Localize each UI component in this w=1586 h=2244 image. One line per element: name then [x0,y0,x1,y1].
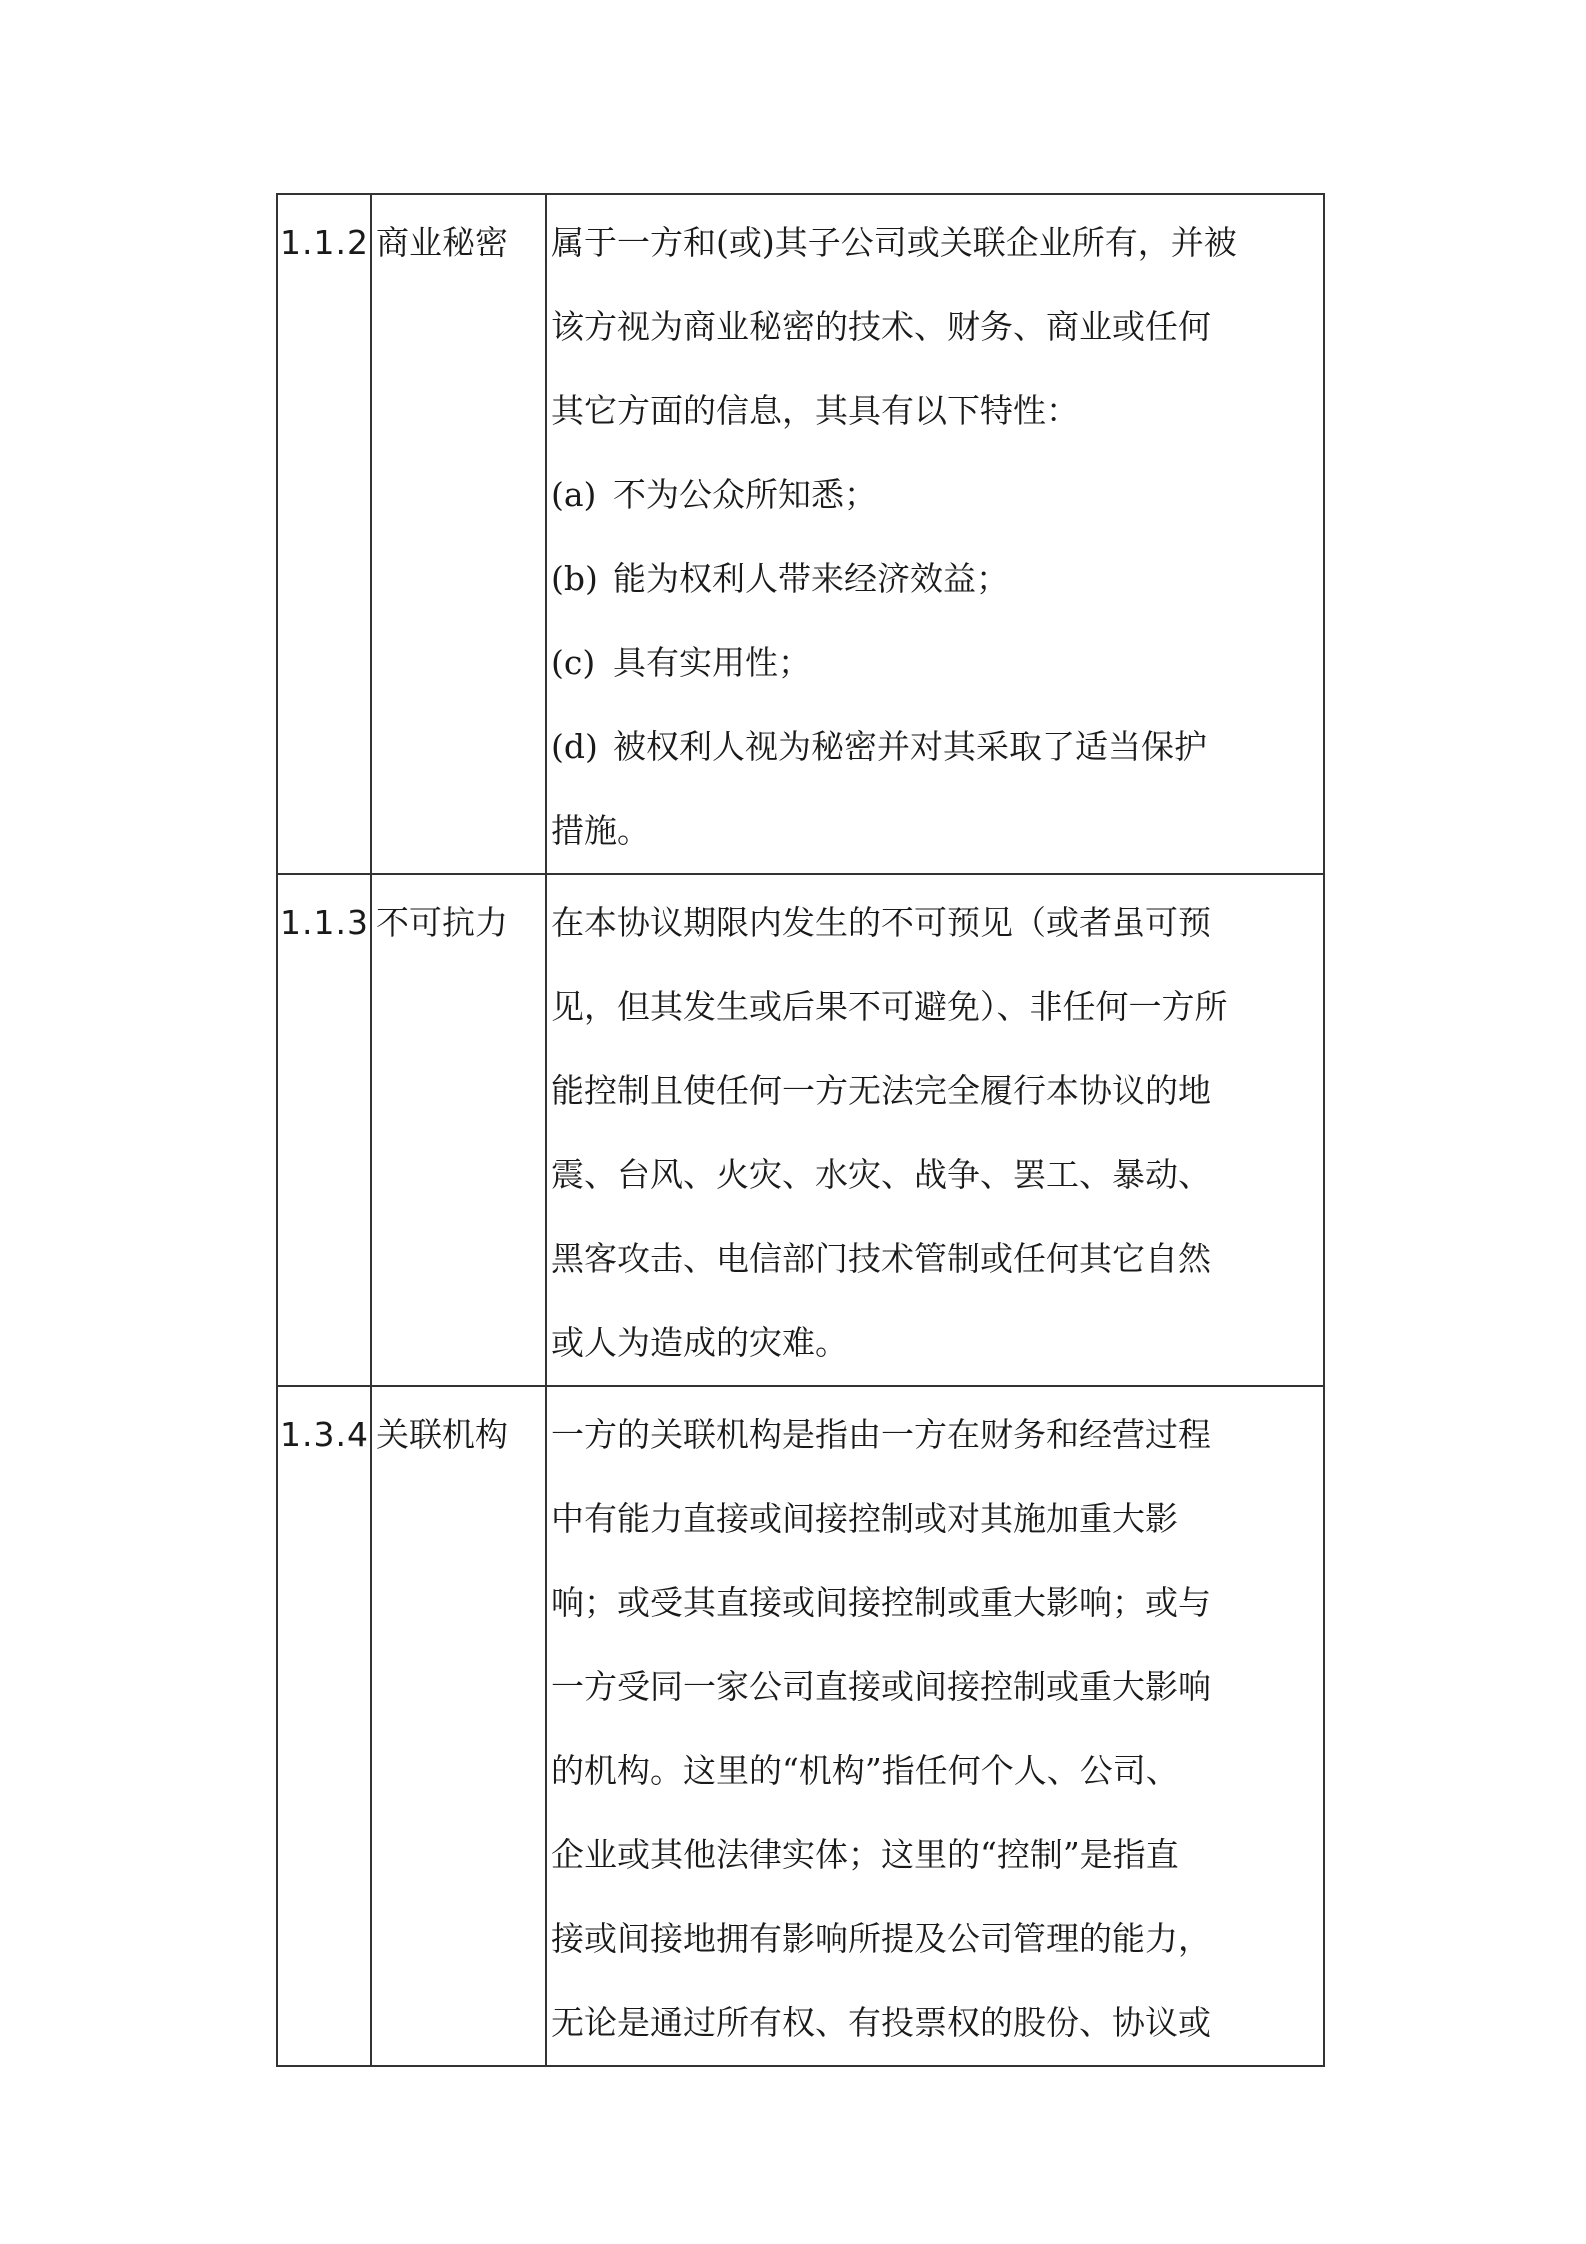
list-item-text: 能为权利人带来经济效益； [613,559,1009,598]
list-item-text: 不为公众所知悉； [613,475,877,514]
definition-line: 见，但其发生或后果不可避免）、非任何一方所 [551,987,1228,1026]
table-row [277,1386,1324,2066]
definition-line: 震、台风、火灾、水灾、战争、罢工、暴动、 [551,1155,1211,1194]
definition-line: 其它方面的信息，其具有以下特性： [551,391,1079,430]
clause-number: 1.1.2 [277,194,371,874]
defined-term: 关联机构 [371,1386,546,2066]
table-row [277,874,1324,1386]
definition-line: 企业或其他法律实体；这里的“控制”是指直 [551,1835,1179,1874]
clause-number: 1.3.4 [277,1386,371,2066]
definition-line: 一方的关联机构是指由一方在财务和经营过程 [551,1415,1211,1454]
definition-line: 措施。 [551,811,650,850]
definition-line: 一方受同一家公司直接或间接控制或重大影响 [551,1667,1211,1706]
defined-term: 商业秘密 [371,194,546,874]
definition-line: 或人为造成的灾难。 [551,1323,848,1362]
list-item [551,621,1319,705]
definition-text [546,1386,1324,2066]
definition-line: 接或间接地拥有影响所提及公司管理的能力， [551,1919,1211,1958]
definition-line: 该方视为商业秘密的技术、财务、商业或任何 [551,307,1211,346]
clause-number: 1.1.3 [277,874,371,1386]
list-item-label: (c) [551,643,596,682]
list-item-label: (b) [551,559,598,598]
list-item [551,537,1319,621]
list-item-text: 被权利人视为秘密并对其采取了适当保护 [613,727,1207,766]
definition-line: 能控制且使任何一方无法完全履行本协议的地 [551,1071,1211,1110]
definition-line: 黑客攻击、电信部门技术管制或任何其它自然 [551,1239,1211,1278]
list-item-text: 具有实用性； [613,643,811,682]
defined-term: 不可抗力 [371,874,546,1386]
definition-line: 无论是通过所有权、有投票权的股份、协议或 [551,2003,1211,2042]
list-item [551,453,1319,537]
definition-line: 响；或受其直接或间接控制或重大影响；或与 [551,1583,1211,1622]
definition-line: 在本协议期限内发生的不可预见（或者虽可预 [551,903,1211,942]
definition-line: 属于一方和(或)其子公司或关联企业所有，并被 [551,223,1237,262]
list-item-label: (d) [551,727,598,766]
definition-line: 中有能力直接或间接控制或对其施加重大影 [551,1499,1178,1538]
list-item [551,705,1319,789]
definition-text [546,874,1324,1386]
table-row [277,194,1324,874]
definitions-table [276,193,1325,2067]
definition-line: 的机构。这里的“机构”指任何个人、公司、 [551,1751,1179,1790]
list-item-label: (a) [551,475,597,514]
definition-text [546,194,1324,874]
